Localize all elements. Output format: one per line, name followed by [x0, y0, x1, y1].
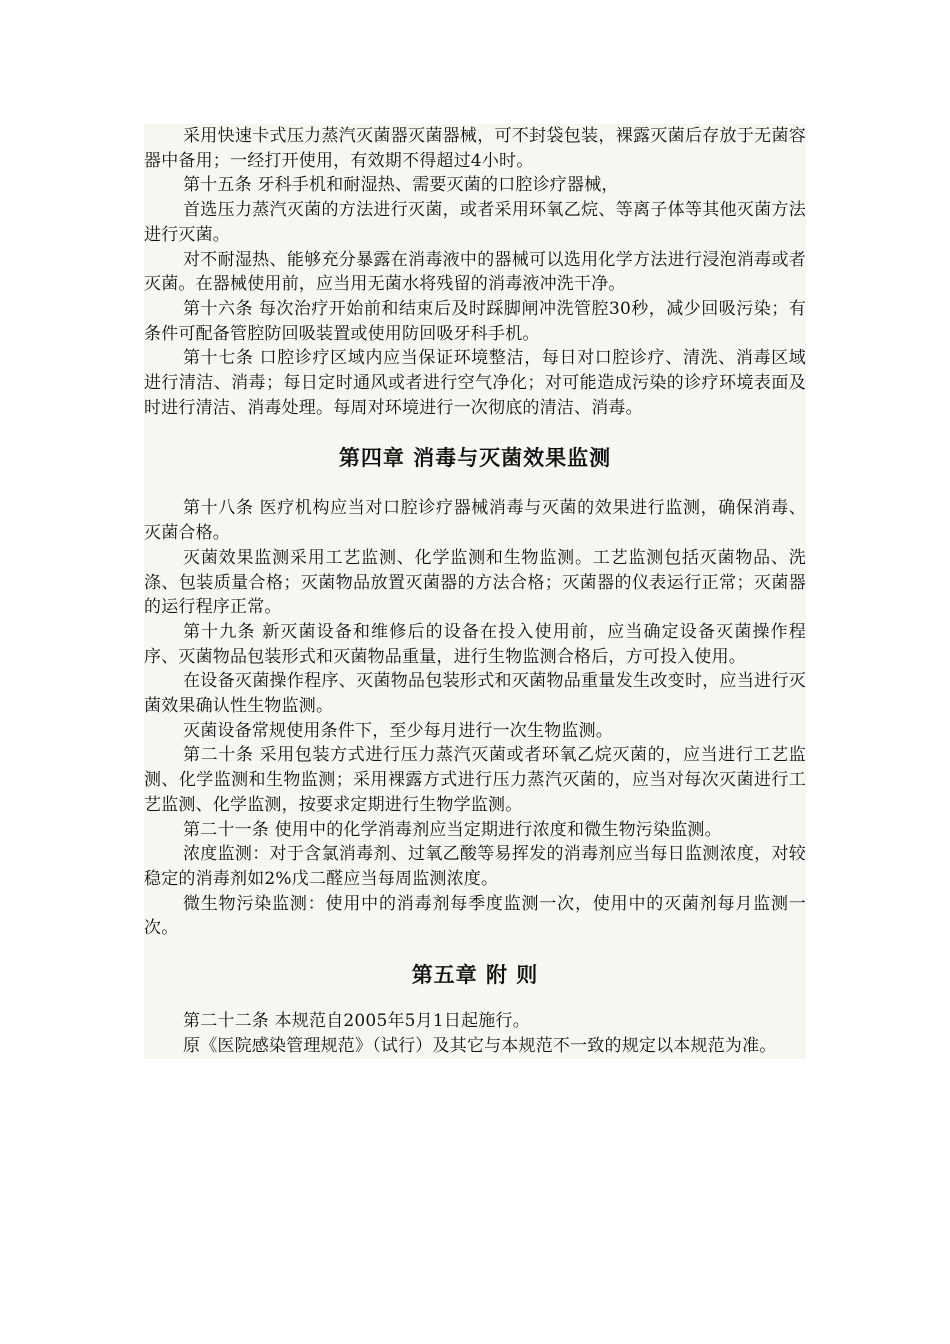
paragraph: 首选压力蒸汽灭菌的方法进行灭菌，或者采用环氧乙烷、等离子体等其他灭菌方法进行灭菌。	[144, 200, 806, 245]
chapter-4-heading: 第四章 消毒与灭菌效果监测	[338, 446, 612, 471]
chapter-5-heading: 第五章 附 则	[411, 963, 539, 988]
article-22: 第二十二条 本规范自2005年5月1日起施行。	[183, 1011, 530, 1032]
paragraph: 微生物污染监测：使用中的消毒剂每季度监测一次，使用中的灭菌剂每月监测一次。	[144, 893, 806, 939]
paragraph: 灭菌设备常规使用条件下，至少每月进行一次生物监测。	[183, 720, 613, 741]
article-16: 第十六条 每次治疗开始前和结束后及时踩脚闸冲洗管腔30秒，减少回吸污染；有条件可配备管腔防回吸装置或使用防回吸牙科手机。	[144, 298, 806, 344]
article-20: 第二十条 采用包装方式进行压力蒸汽灭菌或者环氧乙烷灭菌的，应当进行工艺监测、化学监测和生物监测；采用裸露方式进行压力蒸汽灭菌的，应当对每次灭菌进行工艺监测、化学监测，按要求定期进行生物学监测。	[144, 745, 806, 815]
article-19: 第十九条 新灭菌设备和维修后的设备在投入使用前，应当确定设备灭菌操作程序、灭菌物品包装形式和灭菌物品重量，进行生物监测合格后，方可投入使用。	[144, 621, 806, 667]
paragraph: 浓度监测：对于含氯消毒剂、过氧乙酸等易挥发的消毒剂应当每日监测浓度，对较稳定的消毒剂如2%戊二醛应当每周监测浓度。	[144, 844, 806, 889]
document-body	[144, 124, 806, 1059]
paragraph: 原《医院感染管理规范》（试行）及其它与本规范不一致的规定以本规范为准。	[183, 1035, 777, 1056]
article-21: 第二十一条 使用中的化学消毒剂应当定期进行浓度和微生物污染监测。	[183, 819, 722, 840]
article-18: 第十八条 医疗机构应当对口腔诊疗器械消毒与灭菌的效果进行监测，确保消毒、灭菌合格。	[144, 498, 806, 544]
article-15: 第十五条 牙科手机和耐湿热、需要灭菌的口腔诊疗器械，	[183, 175, 619, 196]
paragraph: 采用快速卡式压力蒸汽灭菌器灭菌器械，可不封袋包装，裸露灭菌后存放于无菌容器中备用；一经打开使用，有效期不得超过4小时。	[144, 126, 806, 171]
paragraph: 灭菌效果监测采用工艺监测、化学监测和生物监测。工艺监测包括灭菌物品、洗涤、包装质量合格；灭菌物品放置灭菌器的方法合格；灭菌器的仪表运行正常；灭菌器的运行程序正常。	[144, 547, 806, 618]
paragraph: 对不耐湿热、能够充分暴露在消毒液中的器械可以选用化学方法进行浸泡消毒或者灭菌。在器械使用前，应当用无菌水将残留的消毒液冲洗干净。	[144, 249, 806, 295]
paragraph: 在设备灭菌操作程序、灭菌物品包装形式和灭菌物品重量发生改变时，应当进行灭菌效果确认性生物监测。	[144, 671, 806, 717]
article-17: 第十七条 口腔诊疗区域内应当保证环境整洁，每日对口腔诊疗、清洗、消毒区域进行清洁、消毒；每日定时通风或者进行空气净化；对可能造成污染的诊疗环境表面及时进行清洁、消毒处理。每周对环境进行一次彻底的清洁、消毒。	[144, 348, 806, 418]
